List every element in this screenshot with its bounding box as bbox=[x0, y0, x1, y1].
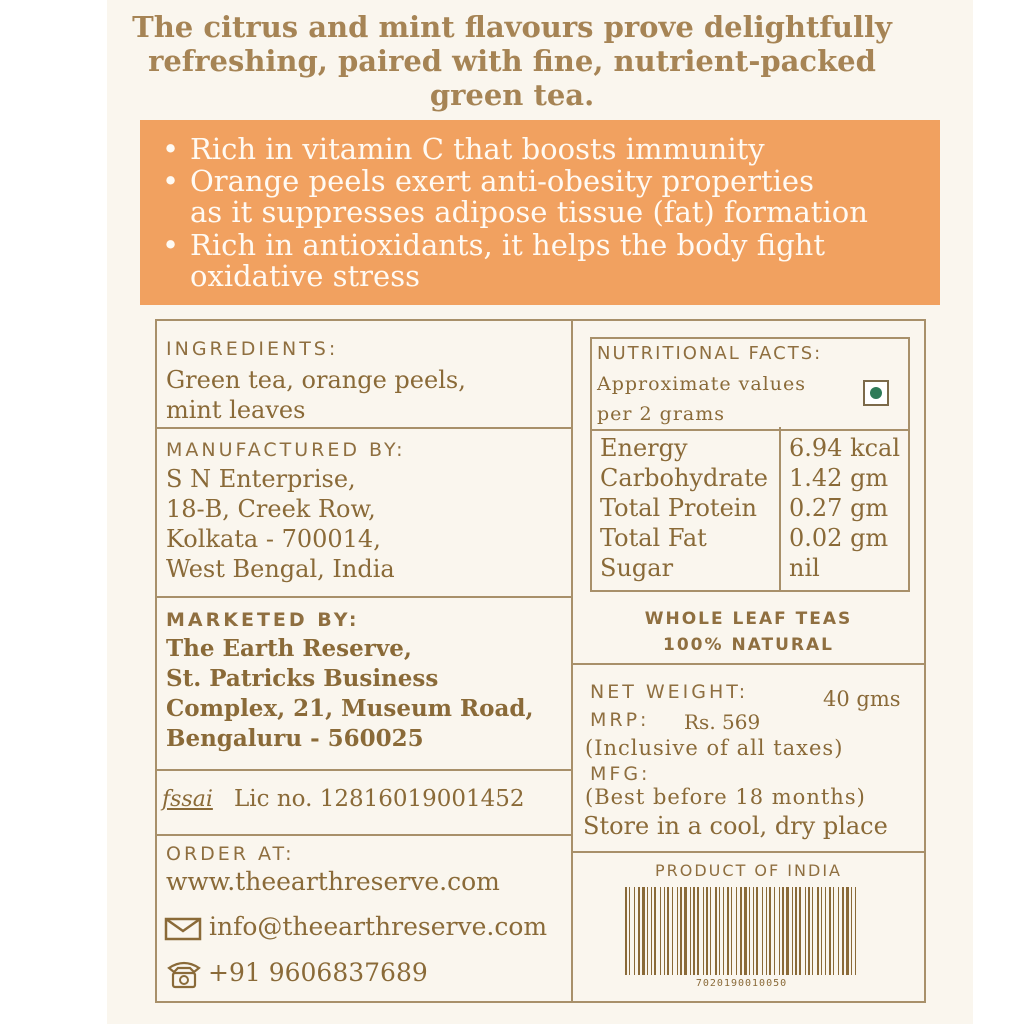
barcode-bar bbox=[697, 887, 699, 975]
barcode-bar bbox=[812, 887, 813, 975]
barcode-bar bbox=[792, 887, 793, 975]
barcode-bar bbox=[625, 887, 627, 975]
nutrient-name: Energy bbox=[600, 434, 688, 462]
barcode-bar bbox=[782, 887, 784, 975]
barcode-bar bbox=[703, 887, 704, 975]
barcode-bar bbox=[690, 887, 691, 975]
border-left bbox=[155, 319, 157, 1003]
address-line: West Bengal, India bbox=[166, 555, 395, 583]
storage-instruction: Store in a cool, dry place bbox=[583, 812, 888, 840]
barcode-bar bbox=[833, 887, 834, 975]
benefits-box bbox=[140, 120, 940, 305]
barcode-bar bbox=[846, 887, 849, 975]
nutrition-heading: NUTRITIONAL FACTS: bbox=[597, 343, 823, 364]
address-line: Kolkata - 700014, bbox=[166, 525, 381, 553]
benefit-text: Rich in antioxidants, it helps the body fight bbox=[190, 228, 825, 262]
barcode-bar bbox=[821, 887, 822, 975]
barcode-bar bbox=[829, 887, 831, 975]
nutrition-subline: per 2 grams bbox=[597, 403, 725, 425]
divider bbox=[571, 663, 925, 665]
ingredients-line: mint leaves bbox=[166, 396, 306, 424]
barcode-bar bbox=[744, 887, 747, 975]
intro-line: The citrus and mint flavours prove delightfully bbox=[132, 10, 892, 44]
barcode-bar bbox=[855, 887, 856, 975]
divider bbox=[155, 769, 572, 771]
nutrition-column-divider bbox=[779, 427, 781, 590]
barcode-bar bbox=[723, 887, 724, 975]
address-line: The Earth Reserve, bbox=[166, 635, 412, 662]
nutrient-name: Sugar bbox=[600, 554, 674, 582]
barcode-number: 7020190010050 bbox=[695, 978, 788, 989]
address-line: Bengaluru - 560025 bbox=[166, 725, 424, 752]
barcode-bar bbox=[740, 887, 742, 975]
benefit-item: • Rich in vitamin C that boosts immunity bbox=[162, 132, 765, 166]
barcode-bar bbox=[677, 887, 678, 975]
best-before: (Best before 18 months) bbox=[585, 785, 866, 809]
address-line: S N Enterprise, bbox=[166, 465, 356, 493]
manufacturer-heading: MANUFACTURED BY: bbox=[166, 439, 406, 461]
barcode-bar bbox=[647, 887, 648, 975]
nutrient-value: 0.02 gm bbox=[789, 524, 889, 552]
barcode-bar bbox=[654, 887, 656, 975]
nutrient-value: 6.94 kcal bbox=[789, 434, 901, 462]
barcode-bar bbox=[651, 887, 652, 975]
nutrient-name: Total Fat bbox=[600, 524, 707, 552]
ingredients-line: Green tea, orange peels, bbox=[166, 366, 466, 394]
benefit-item: • Orange peels exert anti-obesity properties as it suppresses adipose tissue (fat) formation bbox=[162, 164, 868, 229]
veg-mark-icon bbox=[863, 380, 889, 406]
mrp-value: Rs. 569 bbox=[684, 710, 761, 734]
marketer-heading: MARKETED BY: bbox=[166, 609, 360, 631]
barcode-bar bbox=[672, 887, 673, 975]
ingredients-heading: INGREDIENTS: bbox=[166, 338, 339, 360]
barcode-bar bbox=[629, 887, 630, 975]
barcode-bar bbox=[799, 887, 801, 975]
nutrient-value: nil bbox=[789, 554, 820, 582]
benefit-item: • Rich in antioxidants, it helps the body fight oxidative stress bbox=[162, 228, 825, 293]
tagline-line: 100% NATURAL bbox=[663, 635, 834, 655]
tagline bbox=[573, 606, 924, 658]
barcode-bar bbox=[769, 887, 771, 975]
barcode-bar bbox=[766, 887, 767, 975]
nutrition-names bbox=[600, 433, 768, 583]
marketer-address bbox=[166, 634, 533, 754]
barcode-bar bbox=[680, 887, 682, 975]
divider bbox=[155, 834, 572, 836]
nutrition-subline: Approximate values bbox=[597, 373, 806, 395]
benefit-text: Orange peels exert anti-obesity properties bbox=[190, 164, 814, 198]
address-line: Complex, 21, Museum Road, bbox=[166, 695, 534, 722]
benefit-text: Rich in vitamin C that boosts immunity bbox=[190, 132, 765, 166]
barcode-bar bbox=[838, 887, 839, 975]
tagline-line: WHOLE LEAF TEAS bbox=[644, 609, 853, 629]
address-line: 18-B, Creek Row, bbox=[166, 495, 376, 523]
nutrient-value: 0.27 gm bbox=[789, 494, 889, 522]
phone-number[interactable]: +91 9606837689 bbox=[208, 958, 428, 987]
barcode-bar bbox=[684, 887, 687, 975]
ingredients-text bbox=[166, 365, 466, 425]
barcode-bar bbox=[753, 887, 754, 975]
column-divider bbox=[571, 319, 573, 1003]
barcode-bar bbox=[710, 887, 711, 975]
barcode-bar bbox=[805, 887, 806, 975]
mrp-label: MRP: bbox=[590, 709, 650, 731]
barcode-bar bbox=[786, 887, 789, 975]
barcode-bar bbox=[731, 887, 732, 975]
nutrition-subtext bbox=[597, 369, 806, 429]
barcode-bar bbox=[825, 887, 826, 975]
manufacturer-address bbox=[166, 464, 395, 584]
barcode-bar bbox=[851, 887, 852, 975]
barcode-bar bbox=[817, 887, 819, 975]
nutrient-value: 1.42 gm bbox=[789, 464, 889, 492]
barcode-bar bbox=[642, 887, 645, 975]
barcode-bar bbox=[808, 887, 810, 975]
divider bbox=[155, 596, 572, 598]
telephone-icon bbox=[166, 958, 202, 990]
intro-line: green tea. bbox=[429, 78, 595, 112]
border-right bbox=[924, 319, 926, 1003]
benefit-text: oxidative stress bbox=[190, 259, 420, 293]
order-heading: ORDER AT: bbox=[166, 843, 295, 865]
barcode-bar bbox=[706, 887, 708, 975]
barcode-bar bbox=[842, 887, 844, 975]
nutrient-name: Carbohydrate bbox=[600, 464, 768, 492]
barcode-bar bbox=[634, 887, 635, 975]
barcode-bar bbox=[736, 887, 737, 975]
barcode-bar bbox=[693, 887, 695, 975]
barcode-bar bbox=[762, 887, 763, 975]
address-line: St. Patricks Business bbox=[166, 665, 439, 692]
fssai-logo: fssai bbox=[162, 787, 213, 812]
email-link[interactable]: info@theearthreserve.com bbox=[209, 912, 548, 941]
mfg-label: MFG: bbox=[590, 763, 651, 785]
tax-note: (Inclusive of all taxes) bbox=[585, 736, 844, 760]
intro-line: refreshing, paired with fine, nutrient-packed bbox=[148, 44, 876, 78]
barcode-bar bbox=[667, 887, 669, 975]
barcode-bar bbox=[779, 887, 780, 975]
border-bottom bbox=[155, 1001, 926, 1003]
intro-text bbox=[0, 10, 1024, 112]
net-weight-label: NET WEIGHT: bbox=[590, 681, 749, 703]
divider bbox=[155, 427, 572, 429]
net-weight-value: 40 gms bbox=[823, 687, 901, 711]
barcode-bar bbox=[719, 887, 720, 975]
barcode-bar bbox=[638, 887, 640, 975]
nutrient-name: Total Protein bbox=[600, 494, 757, 522]
barcode-bar bbox=[715, 887, 717, 975]
barcode-bar bbox=[727, 887, 729, 975]
benefit-text: as it suppresses adipose tissue (fat) formation bbox=[190, 195, 868, 229]
website-link[interactable]: www.theearthreserve.com bbox=[166, 867, 500, 896]
product-origin: PRODUCT OF INDIA bbox=[655, 861, 842, 880]
barcode-bar bbox=[664, 887, 665, 975]
barcode-bar bbox=[756, 887, 758, 975]
border-top bbox=[155, 319, 926, 321]
barcode bbox=[623, 887, 860, 977]
license-number: Lic no. 12816019001452 bbox=[234, 786, 525, 812]
nutrition-values bbox=[789, 433, 900, 583]
barcode-bar bbox=[749, 887, 750, 975]
barcode-bar bbox=[795, 887, 797, 975]
barcode-bar bbox=[774, 887, 775, 975]
barcode-bar bbox=[660, 887, 661, 975]
divider bbox=[571, 851, 925, 853]
envelope-icon bbox=[164, 917, 202, 941]
